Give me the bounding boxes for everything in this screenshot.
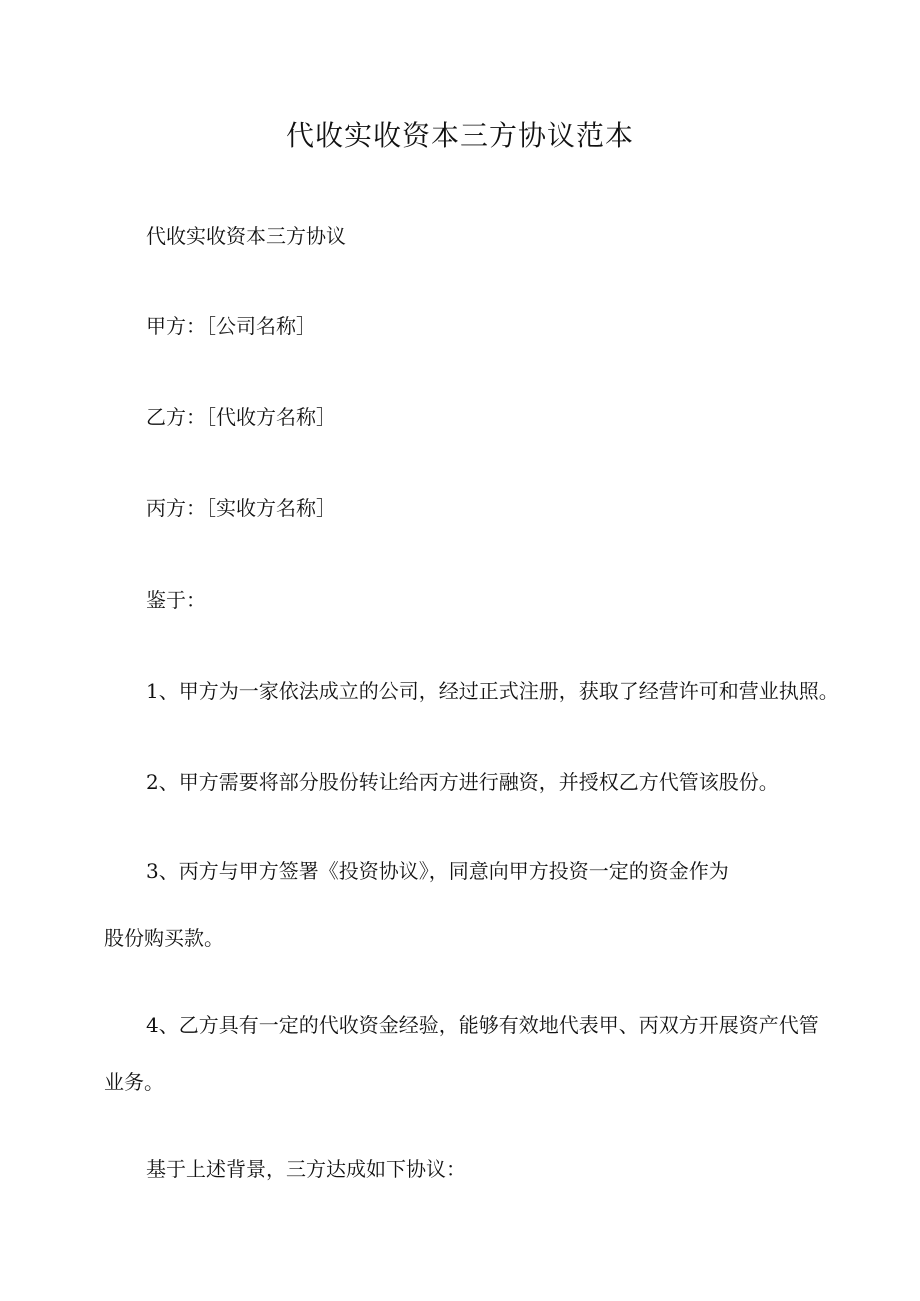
clause-4-line-1: 4、乙方具有一定的代收资金经验，能够有效地代表甲、丙双方开展资产代管 bbox=[146, 1013, 819, 1037]
clause-4-line-2: 业务。 bbox=[104, 1070, 164, 1094]
clause-1: 1、甲方为一家依法成立的公司，经过正式注册，获取了经营许可和营业执照。 bbox=[146, 679, 839, 703]
clause-3-line-2: 股份购买款。 bbox=[104, 926, 224, 950]
agreement-subtitle: 代收实收资本三方协议 bbox=[146, 224, 346, 248]
party-b-line: 乙方：［代收方名称］ bbox=[146, 405, 336, 429]
party-a-line: 甲方：［公司名称］ bbox=[146, 314, 316, 338]
conclusion-line: 基于上述背景，三方达成如下协议： bbox=[146, 1157, 466, 1181]
clause-2: 2、甲方需要将部分股份转让给丙方进行融资，并授权乙方代管该股份。 bbox=[146, 770, 779, 794]
clause-3-line-1: 3、丙方与甲方签署《投资协议》，同意向甲方投资一定的资金作为 bbox=[146, 859, 729, 883]
whereas-heading: 鉴于： bbox=[146, 588, 206, 612]
party-c-line: 丙方：［实收方名称］ bbox=[146, 496, 336, 520]
document-title: 代收实收资本三方协议范本 bbox=[285, 119, 634, 152]
